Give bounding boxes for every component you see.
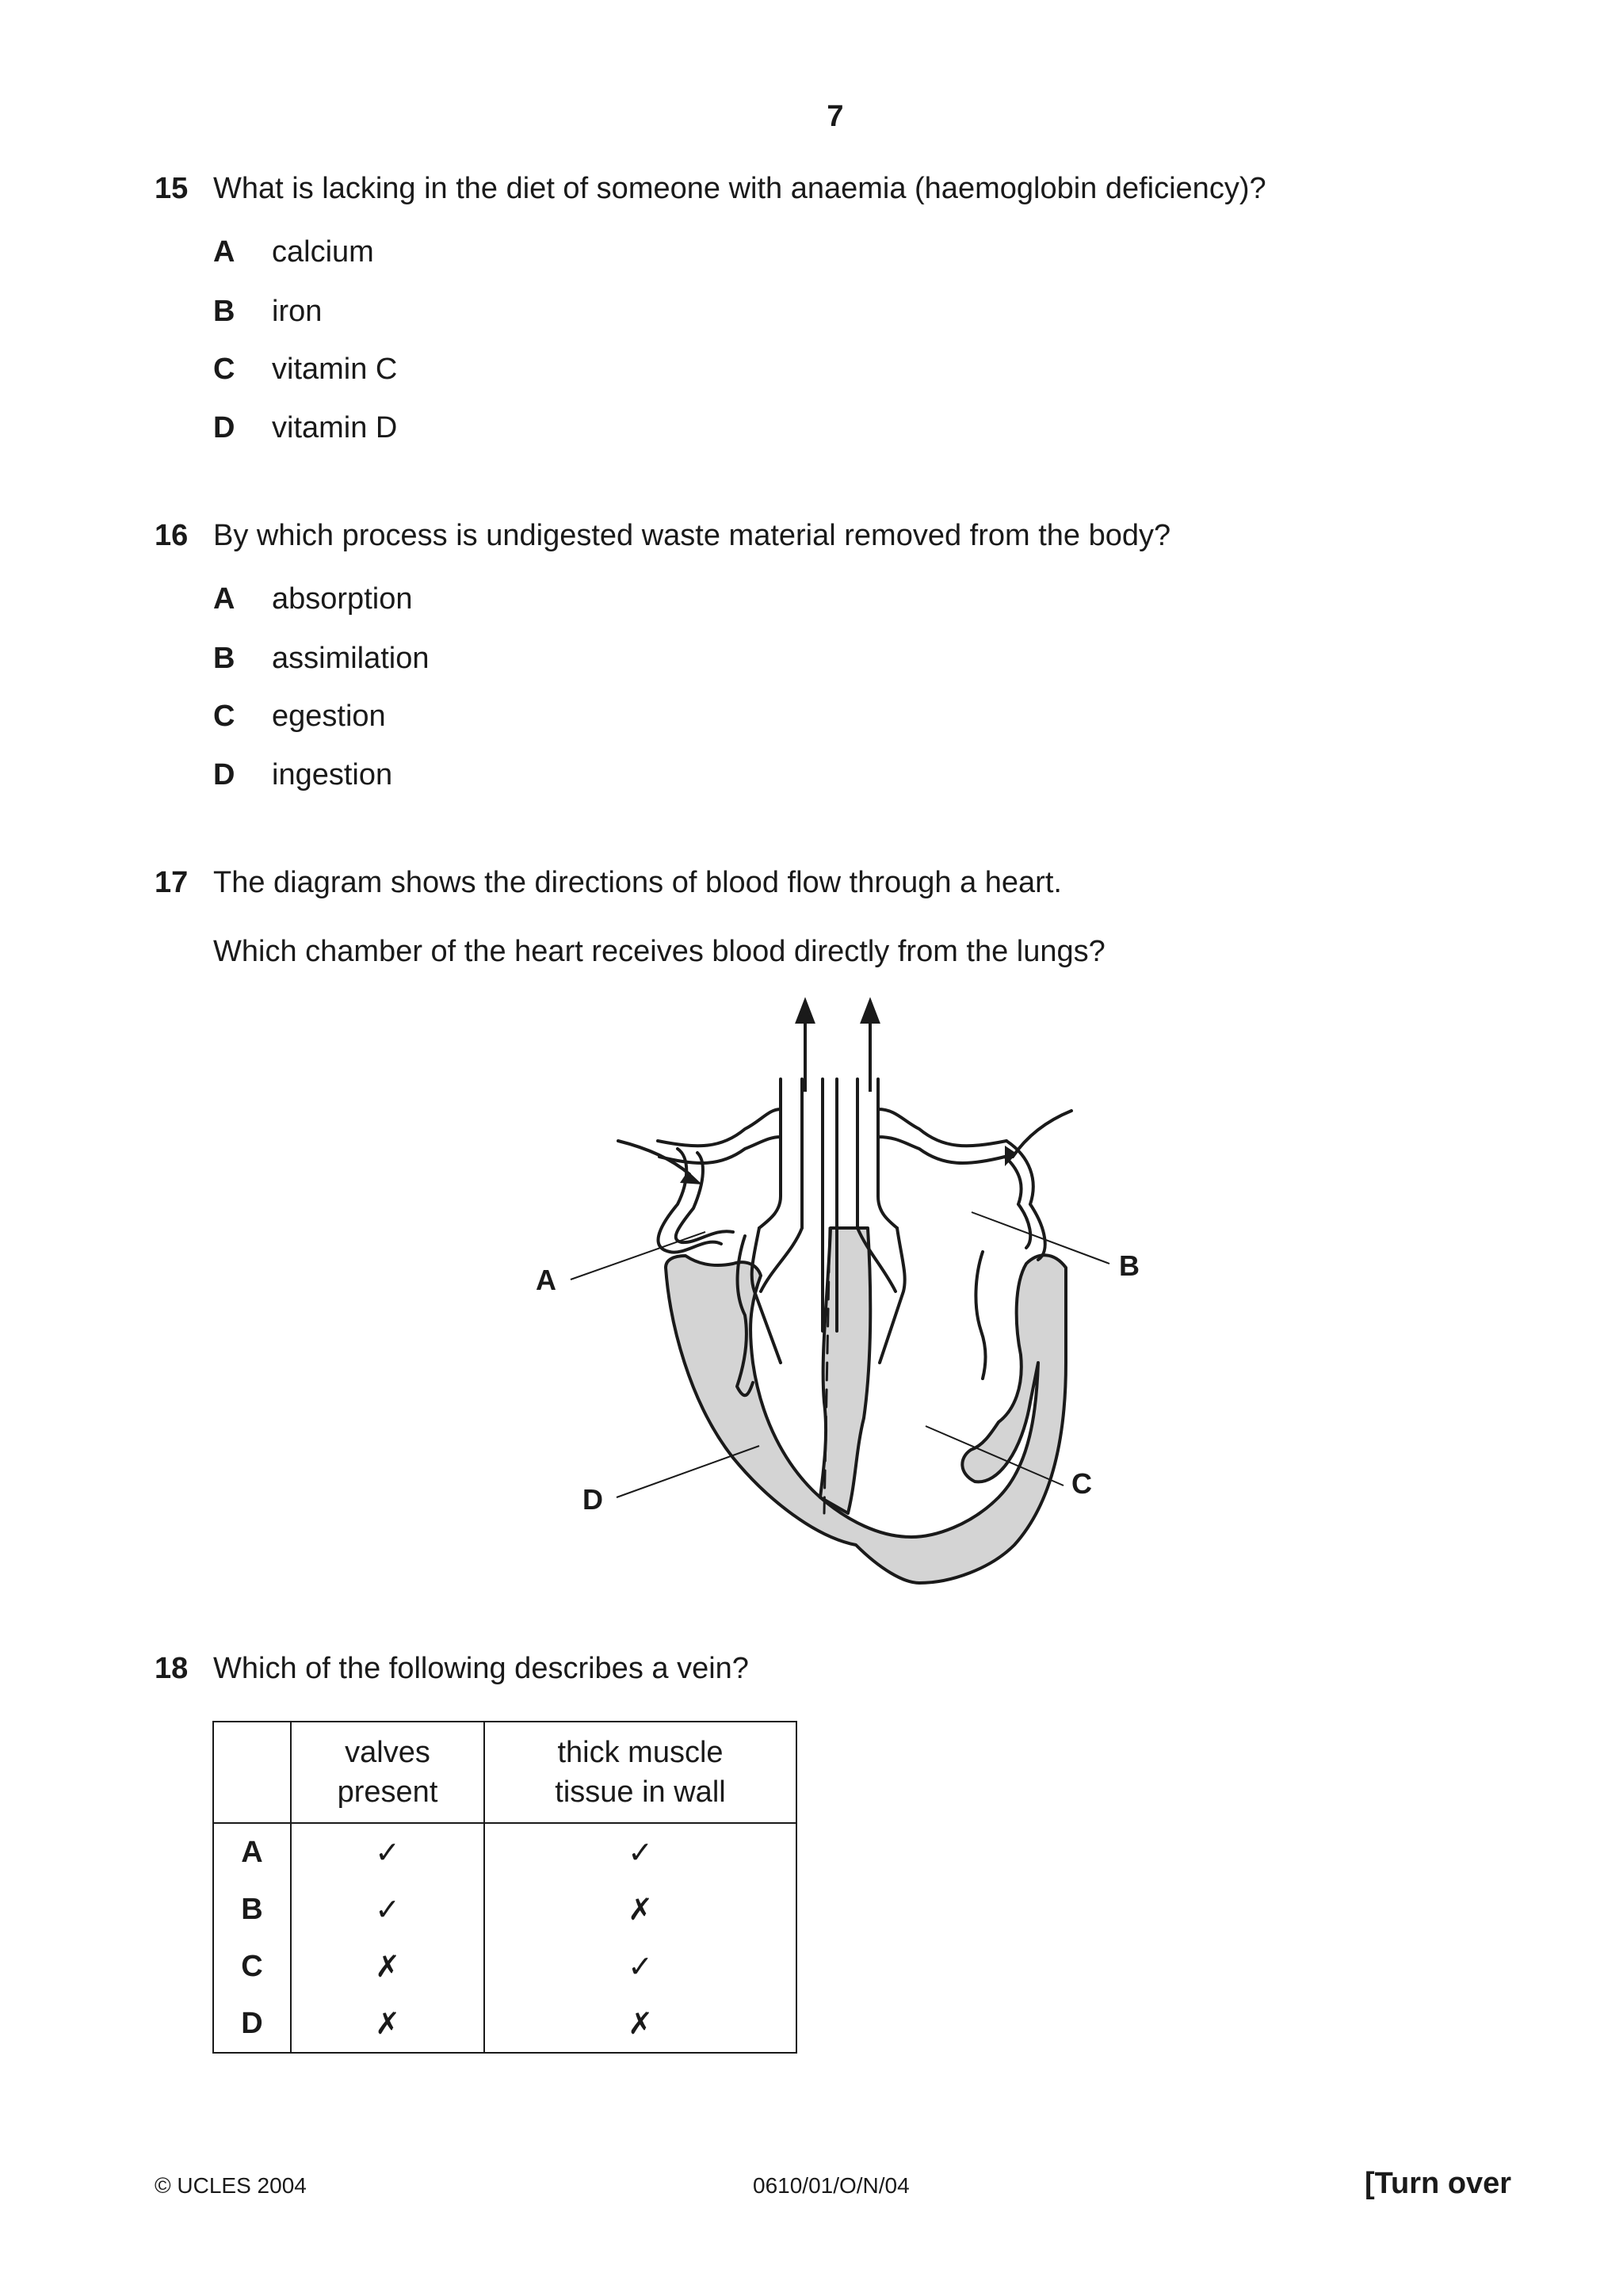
option-text: assimilation [272, 642, 430, 675]
vena-cava-left [658, 1109, 781, 1163]
label-b: B [1119, 1249, 1140, 1282]
right-atrium-inner [976, 1252, 985, 1379]
option-letter: A [213, 235, 235, 269]
vein-table [212, 1721, 797, 2054]
option-a[interactable] [213, 582, 412, 616]
label-d: D [582, 1483, 603, 1516]
table-header-muscle: thick muscle tissue in wall [484, 1722, 796, 1823]
label-a: A [536, 1264, 556, 1296]
option-b[interactable] [213, 294, 322, 329]
heart-diagram [507, 990, 1157, 1600]
question-number: 18 [155, 1652, 189, 1685]
page-number: 7 [827, 100, 844, 133]
option-text: ingestion [272, 758, 393, 791]
label-line-d [617, 1446, 759, 1497]
option-letter: C [213, 353, 235, 386]
label-c: C [1071, 1467, 1092, 1500]
question-subtext: Which chamber of the heart receives blood directly from the lungs? [213, 935, 1106, 968]
option-letter: D [213, 758, 235, 791]
arrow-head [862, 1001, 878, 1022]
valve-left [752, 1228, 802, 1363]
table-row[interactable] [213, 1823, 796, 1881]
muscle-mark: ✓ [484, 1823, 796, 1881]
footer-turn-over: [Turn over [1365, 2167, 1512, 2200]
question-text: What is lacking in the diet of someone with anaemia (haemoglobin deficiency)? [213, 172, 1266, 205]
option-letter: D [213, 411, 235, 444]
option-letter: C [213, 700, 235, 733]
table-row[interactable] [213, 1938, 796, 1995]
option-text: calcium [272, 235, 374, 269]
option-text: vitamin D [272, 411, 398, 444]
valves-mark: ✓ [291, 1881, 484, 1938]
option-text: vitamin C [272, 353, 398, 386]
pulmonary-vein-right [878, 1109, 1006, 1163]
option-letter: B [213, 295, 235, 328]
muscle-mark: ✗ [484, 1881, 796, 1938]
row-letter: A [213, 1823, 291, 1881]
row-letter: C [213, 1938, 291, 1995]
row-letter: B [213, 1881, 291, 1938]
question-number: 16 [155, 519, 189, 552]
question-text: The diagram shows the directions of blood flow through a heart. [213, 866, 1062, 899]
footer-code: 0610/01/O/N/04 [753, 2173, 910, 2198]
row-letter: D [213, 1995, 291, 2053]
arrow-head [797, 1001, 813, 1022]
question-text: Which of the following describes a vein? [213, 1652, 749, 1685]
valves-mark: ✓ [291, 1823, 484, 1881]
option-b[interactable] [213, 641, 430, 676]
table-header-valves: valves present [291, 1722, 484, 1823]
footer-copyright: © UCLES 2004 [155, 2173, 307, 2198]
question-number: 17 [155, 866, 189, 899]
table-header-empty [213, 1722, 291, 1823]
arrow-head [680, 1171, 702, 1184]
option-c[interactable] [213, 699, 386, 734]
option-c[interactable] [213, 352, 397, 387]
option-text: iron [272, 295, 323, 328]
valves-mark: ✗ [291, 1995, 484, 2053]
option-a[interactable] [213, 235, 374, 269]
option-letter: B [213, 642, 235, 675]
arrow-in-right [1013, 1111, 1071, 1157]
muscle-mark: ✓ [484, 1938, 796, 1995]
option-letter: A [213, 582, 235, 616]
question-text: By which process is undigested waste material removed from the body? [213, 519, 1171, 552]
valves-mark: ✗ [291, 1938, 484, 1995]
option-d[interactable] [213, 757, 392, 792]
muscle-mark: ✗ [484, 1995, 796, 2053]
option-d[interactable] [213, 410, 397, 445]
option-text: egestion [272, 700, 386, 733]
table-row[interactable] [213, 1995, 796, 2053]
option-text: absorption [272, 582, 413, 616]
table-row[interactable] [213, 1881, 796, 1938]
question-number: 15 [155, 172, 189, 205]
